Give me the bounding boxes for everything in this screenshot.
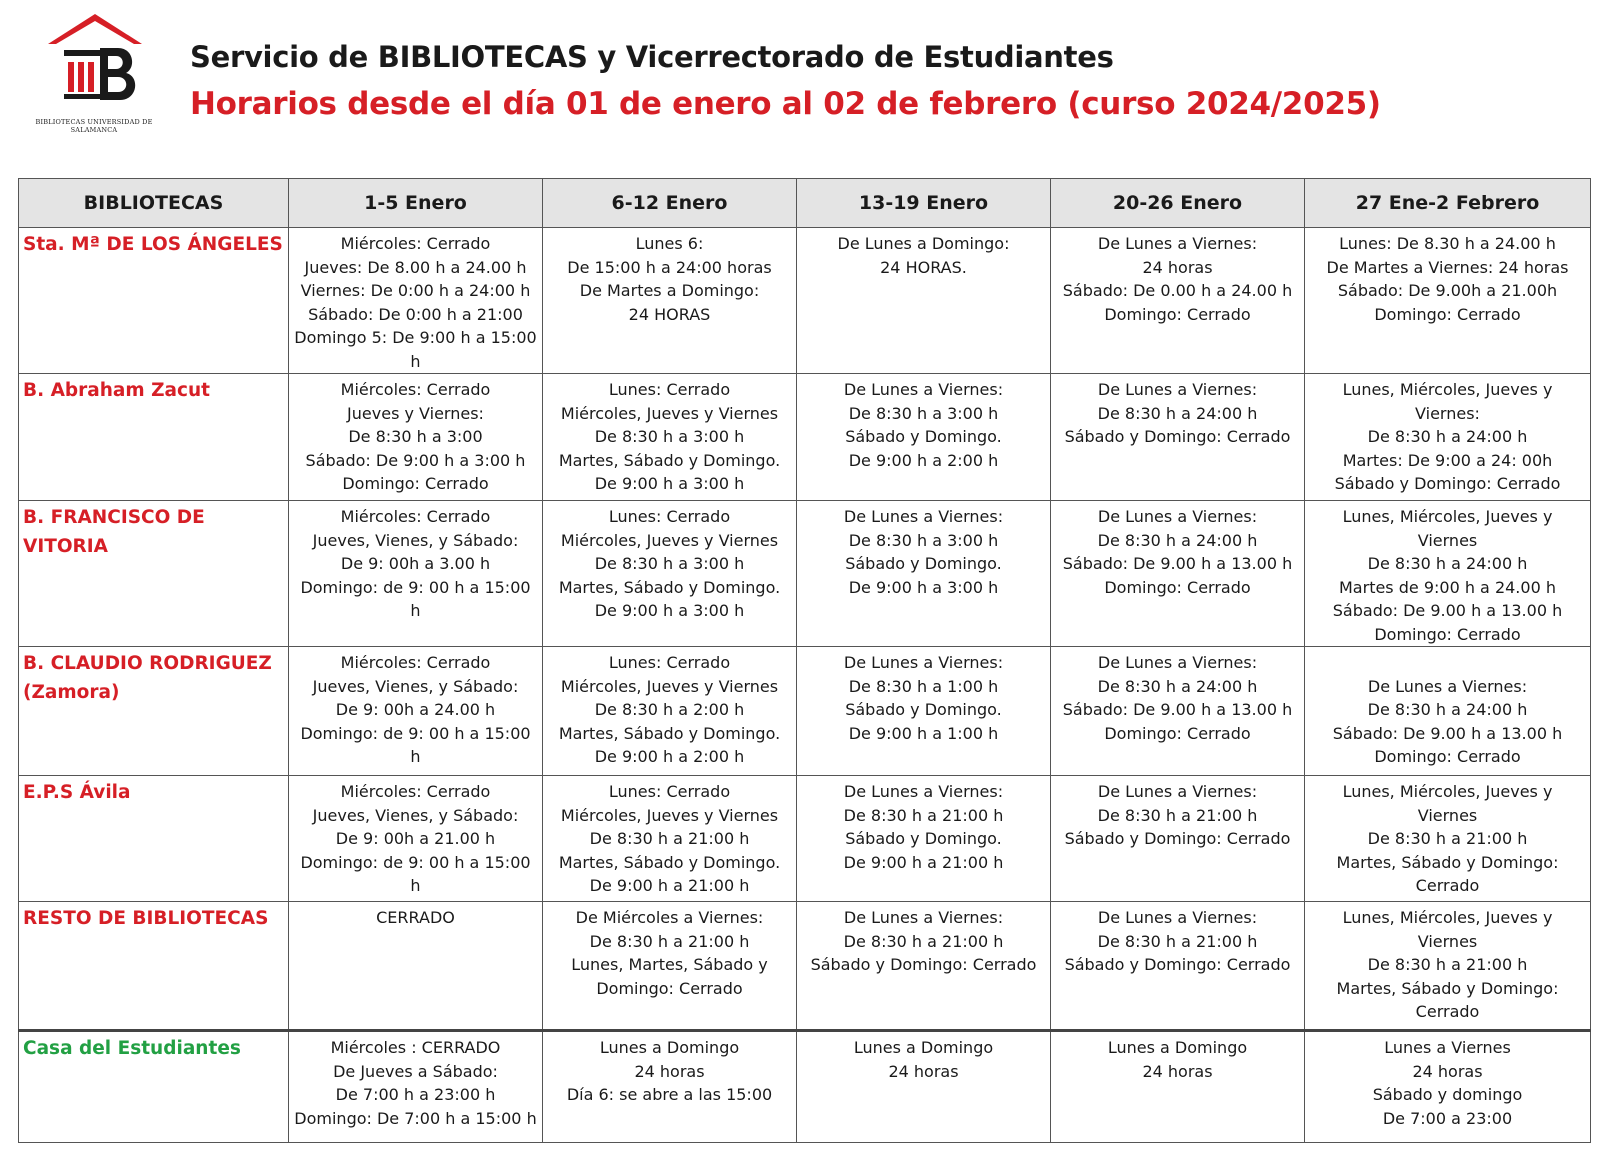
schedule-cell: De Lunes a Viernes: De 8:30 h a 21:00 h Sábado y Domingo. De 9:00 h a 21:00 h [797, 776, 1051, 902]
schedule-cell: Lunes a Viernes 24 horas Sábado y domingo De 7:00 a 23:00 [1305, 1031, 1591, 1143]
logo-b-shape [100, 48, 135, 100]
schedule-cell: Miércoles: Cerrado Jueves y Viernes: De 8:30 h a 3:00 Sábado: De 9:00 h a 3:00 h Domingo: Cerrado [289, 374, 543, 501]
schedule-cell: De Lunes a Viernes: De 8:30 h a 24:00 h Sábado y Domingo: Cerrado [1051, 374, 1305, 501]
schedule-cell: De Lunes a Viernes: De 8:30 h a 24:00 h Sábado: De 9.00 h a 13.00 h Domingo: Cerrado [1051, 501, 1305, 647]
schedule-cell: De Miércoles a Viernes: De 8:30 h a 21:00 h Lunes, Martes, Sábado y Domingo: Cerrado [543, 902, 797, 1031]
schedule-cell: Lunes, Miércoles, Jueves y Viernes De 8:30 h a 21:00 h Martes, Sábado y Domingo: Cerrado [1305, 776, 1591, 902]
schedule-cell: De Lunes a Viernes: De 8:30 h a 21:00 h Sábado y Domingo: Cerrado [1051, 776, 1305, 902]
table-row [19, 1031, 1591, 1143]
column-header: 1-5 Enero [289, 179, 543, 228]
schedule-cell: De Lunes a Viernes: 24 horas Sábado: De 0.00 h a 24.00 h Domingo: Cerrado [1051, 228, 1305, 374]
schedule-cell: De Lunes a Viernes: De 8:30 h a 21:00 h Sábado y Domingo: Cerrado [1051, 902, 1305, 1031]
schedule-cell: De Lunes a Viernes: De 8:30 h a 24:00 h Sábado: De 9.00 h a 13.00 h Domingo: Cerrado [1305, 647, 1591, 776]
schedule-cell: Lunes a Domingo 24 horas Día 6: se abre a las 15:00 [543, 1031, 797, 1143]
logo-caption: BIBLIOTECAS UNIVERSIDAD DE SALAMANCA [35, 118, 153, 134]
schedule-cell: Lunes, Miércoles, Jueves y Viernes De 8:30 h a 21:00 h Martes, Sábado y Domingo: Cerrado [1305, 902, 1591, 1031]
schedule-cell: Miércoles : CERRADO De Jueves a Sábado: De 7:00 h a 23:00 h Domingo: De 7:00 h a 15:00 h [289, 1031, 543, 1143]
schedule-cell: Lunes: Cerrado Miércoles, Jueves y Viernes De 8:30 h a 3:00 h Martes, Sábado y Domingo. De 9:00 h a 3:00 h [543, 501, 797, 647]
schedule-cell: Miércoles: Cerrado Jueves, Vienes, y Sábado: De 9: 00h a 21.00 h Domingo: de 9: 00 h a 15:00 h [289, 776, 543, 902]
schedule-cell: De Lunes a Viernes: De 8:30 h a 1:00 h Sábado y Domingo. De 9:00 h a 1:00 h [797, 647, 1051, 776]
schedule-cell: Lunes: Cerrado Miércoles, Jueves y Viernes De 8:30 h a 3:00 h Martes, Sábado y Domingo. De 9:00 h a 3:00 h [543, 374, 797, 501]
column-header: BIBLIOTECAS [19, 179, 289, 228]
schedule-cell: Lunes a Domingo 24 horas [1051, 1031, 1305, 1143]
table-row [19, 647, 1591, 776]
table-row [19, 374, 1591, 501]
schedule-cell: De Lunes a Viernes: De 8:30 h a 21:00 h Sábado y Domingo: Cerrado [797, 902, 1051, 1031]
library-name: E.P.S Ávila [19, 776, 289, 902]
schedule-cell: CERRADO [289, 902, 543, 1031]
column-header: 6-12 Enero [543, 179, 797, 228]
schedule-cell: Lunes, Miércoles, Jueves y Viernes: De 8:30 h a 24:00 h Martes: De 9:00 a 24: 00h Sábado y Domingo: Cerrado [1305, 374, 1591, 501]
schedule-cell: De Lunes a Viernes: De 8:30 h a 24:00 h Sábado: De 9.00 h a 13.00 h Domingo: Cerrado [1051, 647, 1305, 776]
schedule-cell: Lunes a Domingo 24 horas [797, 1031, 1051, 1143]
logo-lintel-shape [64, 50, 102, 56]
schedule-cell: De Lunes a Domingo: 24 HORAS. [797, 228, 1051, 374]
schedule-cell: Miércoles: Cerrado Jueves, Vienes, y Sábado: De 9: 00h a 3.00 h Domingo: de 9: 00 h a 15:00 h [289, 501, 543, 647]
schedule-cell: Lunes 6: De 15:00 h a 24:00 horas De Martes a Domingo: 24 HORAS [543, 228, 797, 374]
schedule-cell: De Lunes a Viernes: De 8:30 h a 3:00 h Sábado y Domingo. De 9:00 h a 3:00 h [797, 501, 1051, 647]
column-header: 13-19 Enero [797, 179, 1051, 228]
schedule-cell: De Lunes a Viernes: De 8:30 h a 3:00 h Sábado y Domingo. De 9:00 h a 2:00 h [797, 374, 1051, 501]
schedule-cell: Miércoles: Cerrado Jueves: De 8.00 h a 24.00 h Viernes: De 0:00 h a 24:00 h Sábado: De 0:00 h a 21:00 Domingo 5: De 9:00 h a 15:00 h [289, 228, 543, 374]
logo-roof-shape [48, 14, 142, 44]
library-name: Sta. Mª DE LOS ÁNGELES [19, 228, 289, 374]
column-header: 20-26 Enero [1051, 179, 1305, 228]
table-header-row [19, 179, 1591, 228]
schedule-cell: Lunes, Miércoles, Jueves y Viernes De 8:30 h a 24:00 h Martes de 9:00 h a 24.00 h Sábado: De 9.00 h a 13.00 h Domingo: Cerrado [1305, 501, 1591, 647]
table-row [19, 501, 1591, 647]
table-row [19, 776, 1591, 902]
schedule-table [18, 178, 1591, 1143]
library-name: Casa del Estudiantes [19, 1031, 289, 1143]
table-row [19, 902, 1591, 1031]
table-row [19, 228, 1591, 374]
schedule-cell: Lunes: Cerrado Miércoles, Jueves y Viernes De 8:30 h a 21:00 h Martes, Sábado y Domingo. De 9:00 h a 21:00 h [543, 776, 797, 902]
schedule-cell: Miércoles: Cerrado Jueves, Vienes, y Sábado: De 9: 00h a 24.00 h Domingo: de 9: 00 h a 15:00 h [289, 647, 543, 776]
page-subtitle: Horarios desde el día 01 de enero al 02 de febrero (curso 2024/2025) [190, 86, 1381, 122]
library-name: B. CLAUDIO RODRIGUEZ (Zamora) [19, 647, 289, 776]
column-header: 27 Ene-2 Febrero [1305, 179, 1591, 228]
page-title: Servicio de BIBLIOTECAS y Vicerrectorado de Estudiantes [190, 40, 1114, 74]
library-name: B. Abraham Zacut [19, 374, 289, 501]
schedule-cell: Lunes: Cerrado Miércoles, Jueves y Viernes De 8:30 h a 2:00 h Martes, Sábado y Domingo. De 9:00 h a 2:00 h [543, 647, 797, 776]
library-name: B. FRANCISCO DE VITORIA [19, 501, 289, 647]
library-name: RESTO DE BIBLIOTECAS [19, 902, 289, 1031]
schedule-cell: Lunes: De 8.30 h a 24.00 h De Martes a Viernes: 24 horas Sábado: De 9.00h a 21.00h Domingo: Cerrado [1305, 228, 1591, 374]
